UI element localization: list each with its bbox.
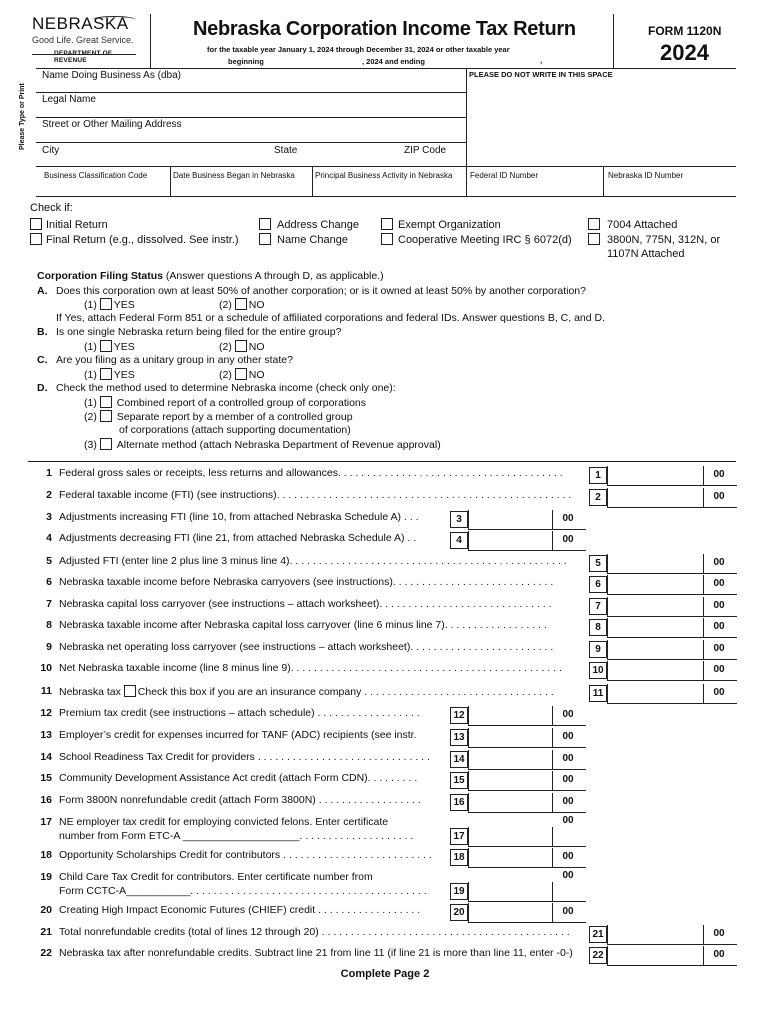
line-description: Adjustments decreasing FTI (line 21, from attached Nebraska Schedule A) . . xyxy=(59,532,417,544)
line-cents: 00 xyxy=(562,513,574,524)
line-7-row xyxy=(0,597,770,619)
cents-divider xyxy=(552,793,553,813)
address-change-option[interactable]: Address Change xyxy=(259,218,359,231)
line-number: 13 xyxy=(40,729,52,741)
line-number: 11 xyxy=(40,685,52,697)
line-cents: 00 xyxy=(562,796,574,807)
logo-department: DEPARTMENT OF REVENUE xyxy=(54,50,113,64)
line-number: 2 xyxy=(46,489,52,501)
line-box-number: 12 xyxy=(450,707,468,724)
zip-label: ZIP Code xyxy=(404,145,447,156)
logo-word: NEBRASKA xyxy=(32,14,129,33)
line-number: 9 xyxy=(46,641,52,653)
final-return-checkbox[interactable] xyxy=(30,233,42,245)
nebraska-logo xyxy=(32,14,138,64)
date-began-label: Date Business Began in Nebraska xyxy=(173,171,295,180)
line-box-number: 9 xyxy=(589,641,607,658)
attached-7004-checkbox[interactable] xyxy=(588,218,600,230)
line-cents: 00 xyxy=(713,469,725,480)
cents-divider xyxy=(703,925,704,945)
line-cents: 00 xyxy=(713,557,725,568)
nebraska-id-label: Nebraska ID Number xyxy=(608,171,684,180)
line-10-row xyxy=(0,661,770,683)
question-d-text: Check the method used to determine Nebraska income (check only one): xyxy=(56,382,396,394)
line-cents: 00 xyxy=(562,815,574,826)
logo-tagline: Good Life. Great Service. xyxy=(32,35,134,45)
line-description: Nebraska taxable income before Nebraska carryovers (see instructions). . . . . . . . . . . . . . . . . . . . . . . . . . . . xyxy=(59,576,554,588)
line-cents: 00 xyxy=(713,600,725,611)
line-description: Nebraska tax after nonrefundable credits. Subtract line 21 from line 11 (if line 21 is more than line 11, enter -0-) xyxy=(59,947,573,959)
line-9-row xyxy=(0,640,770,662)
cents-divider xyxy=(703,618,704,638)
line-number: 5 xyxy=(46,555,52,567)
form-title: Nebraska Corporation Income Tax Return xyxy=(193,18,576,40)
form-id: FORM 1120N xyxy=(648,24,722,38)
line-box-number: 10 xyxy=(589,662,607,679)
line-3-row xyxy=(0,510,770,532)
principal-activity-label: Principal Business Activity in Nebraska xyxy=(315,171,453,180)
line-description: NE employer tax credit for employing convicted felons. Enter certificate xyxy=(59,816,389,828)
line-cents: 00 xyxy=(713,687,725,698)
taxable-year-text: for the taxable year January 1, 2024 through December 31, 2024 or other taxable year xyxy=(207,45,510,54)
question-d-option-1[interactable]: (1) Combined report of a controlled group of corporations xyxy=(84,397,366,409)
question-c-text: Are you filing as a unitary group in any other state? xyxy=(56,354,293,366)
line-number: 8 xyxy=(46,619,52,631)
cents-divider xyxy=(552,531,553,551)
question-d-letter: D. xyxy=(37,382,48,394)
cents-divider xyxy=(552,728,553,748)
cents-divider xyxy=(703,640,704,660)
line-19-amount-field[interactable] xyxy=(468,882,586,902)
federal-id-label: Federal ID Number xyxy=(470,171,539,180)
beginning-label: beginning xyxy=(228,57,264,66)
cents-divider xyxy=(552,848,553,868)
question-d-option-3-checkbox[interactable] xyxy=(100,438,112,450)
line-20-row xyxy=(0,903,770,925)
line-15-row xyxy=(0,771,770,793)
line-number: 21 xyxy=(40,926,52,938)
filing-status-heading: Corporation Filing Status (Answer questions A through D, as applicable.) xyxy=(37,270,384,282)
question-a-no-checkbox[interactable] xyxy=(235,298,247,310)
cents-divider xyxy=(703,488,704,508)
complete-page-2: Complete Page 2 xyxy=(340,968,430,980)
line-description: Nebraska capital loss carryover (see instructions – attach worksheet). . . . . . . . . . . . . . . . . . . . . . . . . . . . . . xyxy=(59,598,552,610)
line-description: Adjustments increasing FTI (line 10, from attached Nebraska Schedule A) . . . xyxy=(59,511,419,523)
line-16-row xyxy=(0,793,770,815)
line-number: 18 xyxy=(40,849,52,861)
question-d-option-2[interactable]: (2) Separate report by a member of a controlled group xyxy=(84,411,353,423)
cents-divider xyxy=(552,750,553,770)
line-description: Form 3800N nonrefundable credit (attach Form 3800N) . . . . . . . . . . . . . . . . . . xyxy=(59,794,421,806)
cents-divider xyxy=(552,903,553,923)
line-description: Net Nebraska taxable income (line 8 minus line 9). . . . . . . . . . . . . . . . . . . . . . . . . . . . . . . . . . . . . . . . . . . . . . . xyxy=(59,662,562,674)
question-d-option-1-checkbox[interactable] xyxy=(100,396,112,408)
line-box-number: 17 xyxy=(450,828,468,845)
question-c-letter: C. xyxy=(37,354,48,366)
line-description: Creating High Impact Economic Futures (CHIEF) credit . . . . . . . . . . . . . . . . . . xyxy=(59,904,421,916)
line-number: 15 xyxy=(40,772,52,784)
cents-divider xyxy=(703,946,704,966)
state-label: State xyxy=(274,145,298,156)
line-11-row xyxy=(0,684,770,706)
line-description-continued: number from Form ETC-A ____________________. . . . . . . . . . . . . . . . . . . . xyxy=(59,830,414,842)
dba-label: Name Doing Business As (dba) xyxy=(42,70,181,81)
line-number: 7 xyxy=(46,598,52,610)
line-5-row xyxy=(0,554,770,576)
question-a-note: If Yes, attach Federal Form 851 or a schedule of affiliated corporations and federal IDs. Answer questions B, C, and D. xyxy=(56,312,606,324)
question-b-yes[interactable]: (1) YES xyxy=(84,341,135,353)
final-return-option[interactable]: Final Return (e.g., dissolved. See instr.) xyxy=(30,233,239,246)
legal-name-field[interactable] xyxy=(40,104,464,116)
line-number: 19 xyxy=(40,871,52,883)
question-a-text: Does this corporation own at least 50% of another corporation; or is it owned at least 50% by another corporation? xyxy=(56,285,586,297)
question-c-yes-checkbox[interactable] xyxy=(100,368,112,380)
line-box-number: 21 xyxy=(589,926,607,943)
line-13-row xyxy=(0,728,770,750)
line-4-row xyxy=(0,531,770,553)
line-description-continued: Form CCTC-A___________. . . . . . . . . . . . . . . . . . . . . . . . . . . . . . . . . . . . . . . . . xyxy=(59,885,427,897)
exempt-org-option[interactable]: Exempt Organization xyxy=(381,218,501,231)
line-number: 3 xyxy=(46,511,52,523)
line-18-row xyxy=(0,848,770,870)
line-box-number: 16 xyxy=(450,794,468,811)
line-description: Nebraska net operating loss carryover (see instructions – attach worksheet). . . . . . . . . . . . . . . . . . . . . . . . . xyxy=(59,641,554,653)
line-description: School Readiness Tax Credit for providers . . . . . . . . . . . . . . . . . . . . . . . . . . . . . . xyxy=(59,751,430,763)
cents-divider xyxy=(703,575,704,595)
question-b-yes-checkbox[interactable] xyxy=(100,340,112,352)
do-not-write-label: PLEASE DO NOT WRITE IN THIS SPACE xyxy=(469,70,613,79)
line-number: 10 xyxy=(40,662,52,674)
line-description: Child Care Tax Credit for contributors. Enter certificate number from xyxy=(59,871,373,883)
form-year: 2024 xyxy=(660,40,709,65)
line-6-row xyxy=(0,575,770,597)
question-c-no[interactable]: (2) NO xyxy=(219,369,265,381)
line-2-row xyxy=(0,488,770,510)
cents-divider xyxy=(552,882,553,902)
line-box-number: 22 xyxy=(589,947,607,964)
cents-divider xyxy=(552,510,553,530)
line-description: Adjusted FTI (enter line 2 plus line 3 minus line 4). . . . . . . . . . . . . . . . . . . . . . . . . . . . . . . . . . . . . . . . . . . . . . . . xyxy=(59,555,567,567)
line-description: Nebraska taxable income after Nebraska capital loss carryover (line 6 minus line 7). . . . . . . . . . . . . . . . . . xyxy=(59,619,547,631)
line-cents: 00 xyxy=(562,906,574,917)
question-c-yes[interactable]: (1) YES xyxy=(84,369,135,381)
line-box-number: 5 xyxy=(589,555,607,572)
cents-divider xyxy=(703,684,704,704)
line-number: 4 xyxy=(46,532,52,544)
line-box-number: 1 xyxy=(589,467,607,484)
side-label: Please Type or Print xyxy=(19,83,26,150)
line-cents: 00 xyxy=(562,870,574,881)
line-17-row xyxy=(0,815,770,842)
line-description: Federal taxable income (FTI) (see instructions). . . . . . . . . . . . . . . . . . . . . . . . . . . . . . . . . . . . . . . . . . . . . . . . . . . xyxy=(59,489,572,501)
line-box-number: 19 xyxy=(450,883,468,900)
line-14-row xyxy=(0,750,770,772)
line-description: Premium tax credit (see instructions – attach schedule) . . . . . . . . . . . . . . . . . . xyxy=(59,707,420,719)
question-b-text: Is one single Nebraska return being filed for the entire group? xyxy=(56,326,342,338)
line-19-row xyxy=(0,870,770,897)
address-change-checkbox[interactable] xyxy=(259,218,271,230)
line-number: 14 xyxy=(40,751,52,763)
line-box-number: 15 xyxy=(450,772,468,789)
line-21-row xyxy=(0,925,770,947)
logo-swoosh xyxy=(92,16,136,24)
line-description: Community Development Assistance Act credit (attach Form CDN). . . . . . . . . xyxy=(59,772,418,784)
line-box-number: 13 xyxy=(450,729,468,746)
attached-3800n-label-2: 1107N Attached xyxy=(607,248,685,260)
line-cents: 00 xyxy=(562,851,574,862)
ending-label: , 2024 and ending xyxy=(362,57,425,66)
line-22-row xyxy=(0,946,770,968)
question-a-letter: A. xyxy=(37,285,48,297)
city-label: City xyxy=(42,145,60,156)
line-box-number: 8 xyxy=(589,619,607,636)
cents-divider xyxy=(703,597,704,617)
question-c-no-checkbox[interactable] xyxy=(235,368,247,380)
line-cents: 00 xyxy=(562,534,574,545)
line-box-number: 6 xyxy=(589,576,607,593)
attached-7004-option[interactable]: 7004 Attached xyxy=(588,218,677,231)
line-box-number: 11 xyxy=(589,685,607,702)
cents-divider xyxy=(703,554,704,574)
line-cents: 00 xyxy=(562,753,574,764)
line-number: 12 xyxy=(40,707,52,719)
attached-3800n-checkbox[interactable] xyxy=(588,233,600,245)
line-box-number: 14 xyxy=(450,751,468,768)
question-a-yes[interactable]: (1) YES xyxy=(84,299,135,311)
insurance-company-checkbox[interactable] xyxy=(124,685,136,697)
line-box-number: 20 xyxy=(450,904,468,921)
exempt-org-checkbox[interactable] xyxy=(381,218,393,230)
line-number: 1 xyxy=(46,467,52,479)
line-cents: 00 xyxy=(713,643,725,654)
line-17-amount-field[interactable] xyxy=(468,827,586,847)
cents-divider xyxy=(552,771,553,791)
legal-name-label: Legal Name xyxy=(42,94,96,105)
line-box-number: 3 xyxy=(450,511,468,528)
name-change-option[interactable]: Name Change xyxy=(259,233,348,246)
coop-option[interactable]: Cooperative Meeting IRC § 6072(d) xyxy=(381,233,572,246)
line-cents: 00 xyxy=(562,709,574,720)
question-d-option-2-checkbox[interactable] xyxy=(100,410,112,422)
line-description: Opportunity Scholarships Credit for contributors . . . . . . . . . . . . . . . . . . . . . . . . . . xyxy=(59,849,432,861)
line-description: Total nonrefundable credits (total of lines 12 through 20) . . . . . . . . . . . . . . . . . . . . . . . . . . . . . . . . . . . . . . . . . . . xyxy=(59,926,570,938)
line-number: 17 xyxy=(40,816,52,828)
initial-return-option[interactable]: Initial Return xyxy=(30,218,108,231)
cents-divider xyxy=(703,466,704,486)
line-cents: 00 xyxy=(562,774,574,785)
question-a-yes-checkbox[interactable] xyxy=(100,298,112,310)
bcc-label: Business Classification Code xyxy=(44,171,148,180)
line-cents: 00 xyxy=(562,731,574,742)
attached-3800n-option[interactable]: 3800N, 775N, 312N, or xyxy=(588,233,720,246)
question-d-option-3[interactable]: (3) Alternate method (attach Nebraska Department of Revenue approval) xyxy=(84,439,441,451)
line-box-number: 18 xyxy=(450,849,468,866)
coop-checkbox[interactable] xyxy=(381,233,393,245)
line-cents: 00 xyxy=(713,621,725,632)
line-cents: 00 xyxy=(713,578,725,589)
question-a-no[interactable]: (2) NO xyxy=(219,299,265,311)
street-label: Street or Other Mailing Address xyxy=(42,119,182,130)
question-b-letter: B. xyxy=(37,326,48,338)
question-b-no[interactable]: (2) NO xyxy=(219,341,265,353)
line-8-row xyxy=(0,618,770,640)
question-d-option-2-continued: of corporations (attach supporting documentation) xyxy=(119,424,351,436)
dba-field[interactable] xyxy=(40,80,464,92)
line-cents: 00 xyxy=(713,491,725,502)
line-cents: 00 xyxy=(713,928,725,939)
line-number: 20 xyxy=(40,904,52,916)
initial-return-checkbox[interactable] xyxy=(30,218,42,230)
line-description: Employer’s credit for expenses incurred for TANF (ADC) recipients (see instr. xyxy=(59,729,417,741)
line-1-row xyxy=(0,466,770,488)
line-number: 16 xyxy=(40,794,52,806)
line-box-number: 4 xyxy=(450,532,468,549)
cents-divider xyxy=(552,827,553,847)
line-cents: 00 xyxy=(713,664,725,675)
cents-divider xyxy=(552,706,553,726)
line-box-number: 7 xyxy=(589,598,607,615)
line-12-row xyxy=(0,706,770,728)
line-box-number: 2 xyxy=(589,489,607,506)
cents-divider xyxy=(703,661,704,681)
line-number: 22 xyxy=(40,947,52,959)
name-change-checkbox[interactable] xyxy=(259,233,271,245)
line-cents: 00 xyxy=(713,949,725,960)
street-field[interactable] xyxy=(40,129,464,141)
check-if-title: Check if: xyxy=(30,202,73,214)
line-number: 6 xyxy=(46,576,52,588)
ending-comma: , xyxy=(540,56,543,65)
line-description: Nebraska tax Check this box if you are an insurance company . . . . . . . . . . . . . . . . . . . . . . . . . . . . . . . . . xyxy=(59,686,554,698)
line-description: Federal gross sales or receipts, less returns and allowances. . . . . . . . . . . . . . . . . . . . . . . . . . . . . . . . . . . . . . . xyxy=(59,467,563,479)
question-b-no-checkbox[interactable] xyxy=(235,340,247,352)
